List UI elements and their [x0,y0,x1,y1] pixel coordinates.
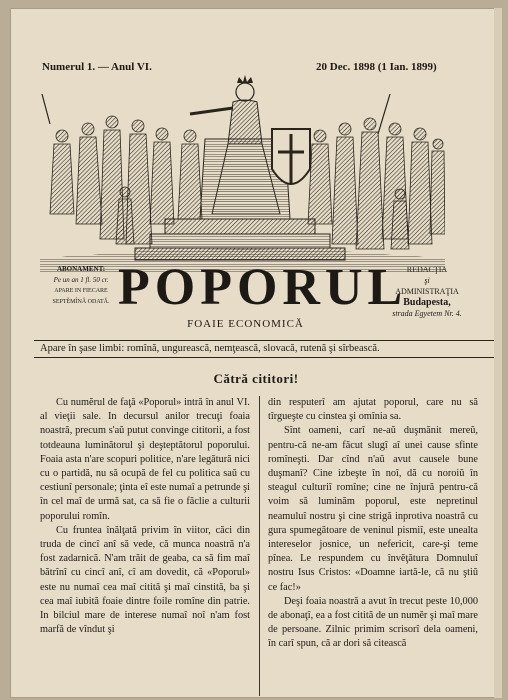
divider-top [34,340,494,341]
office-city: Budapesta, [403,297,451,308]
paragraph: Cu numĕrul de faţă «Poporul» intră în anul VI. al vieţii sale. In decursul anilor trecuţi foaia noastră, precum s'aŭ putut convinge cititorii, a fost totdeauna luminătorul şi deşteptătorul poporului. Foaia asta n'are scopuri politice, n'are legătură nici cu o partidă, nu să ocupă de fel cu politica saŭ cu cestiunî personale; ţinta eî este numaî a petrunde şi în cel maî de urmă sat, ca să fie o făclie a culturii poporului romîn. [40,397,250,522]
frequency-line-1: APARE IN FIECARE [54,288,108,294]
masthead-illustration [40,74,445,274]
subscription-label: ABONAMENT: [56,265,106,273]
office-street: strada Egyetem Nr. 4. [392,309,462,318]
newspaper-subtitle: FOAIE ECONOMICĂ [187,318,304,330]
paragraph: Sînt oameni, carî ne-aŭ duşmănit mereŭ, pentru-că ne-am făcut slugî aî unei cause sfinte romîneşti. Dar cînd n'aŭ avut causele bune duşmanî? Cine izbeşte în noî, dă cu noroiŭ în steagul culturiî romîne; cine ne înjură pentru-că voim să luminăm poporul, este nepretinul neamuluî nostru şi cine strigă inprotiva noastră cu gura spumegătoare de veninul pismiî, este unealta intereselor josnice, un nefericit, care-şi teme pînea. Le respundem cu învĕţătura Domnuluî nostru Isus Cristos: «Doamne iartă-le, că nu ştiŭ ce fac!» [268,425,478,593]
masthead [10,258,502,348]
subscription-price: Pe un an 1 fl. 50 cr. [53,276,109,284]
article-title: Cătră cititori! [213,371,299,386]
article-body [40,396,490,696]
article-column-right [268,396,478,652]
paragraph: Cu fruntea înălţată privim în viitor, căci din truda de cincî anî să vede, că munca noastră n'a fost zadarnică. N'am trăit de geaba, ca să fim maî bătrînî cu cincî anî, cî am dovedit, că «Poporul» este nu numaî cea maî citită şi maî cinstită, ba şi cea maî iubită foaie dintre foile romîne din patrie. In bilciul mare de interese numaî noî n'am fost marfă de vîndut şi [40,524,250,636]
paragraph: Deşi foaia noastră a avut în trecut peste 10,000 de abonaţî, ea a fost citită de un numĕr şi maî mare de persoane. Zilnic primim scrisorî dela oameni, în carî spun, că ar dori să citească [268,595,478,650]
editorial-line-1: REDACŢIA [406,265,448,274]
paragraph: din resputerî am ajutat poporul, care nu să tîrgueşte cu cinstea şi omînia sa. [268,397,478,423]
issue-number: Numerul 1. — Anul VI. [42,61,152,73]
frequency-line-2: SEPTĚMÎNĂ ODATĂ. [52,299,110,305]
languages-line: Apare în şase limbi: romînă, ungurească, nemţească, slovacă, rutenă şi sîrbească. [40,343,380,354]
subscription-box [36,264,126,308]
page-fold [494,8,502,698]
editorial-office [372,264,482,319]
article-column-left [40,396,250,637]
column-divider [259,396,260,696]
divider-bottom [34,357,494,358]
newspaper-title: POPORUL [118,259,408,316]
editorial-line-2: şi [424,276,430,285]
editorial-line-3: ADMINISTRAŢIA [395,287,459,296]
issue-date: 20 Dec. 1898 (1 Ian. 1899) [316,61,437,73]
newspaper-page [10,8,502,698]
